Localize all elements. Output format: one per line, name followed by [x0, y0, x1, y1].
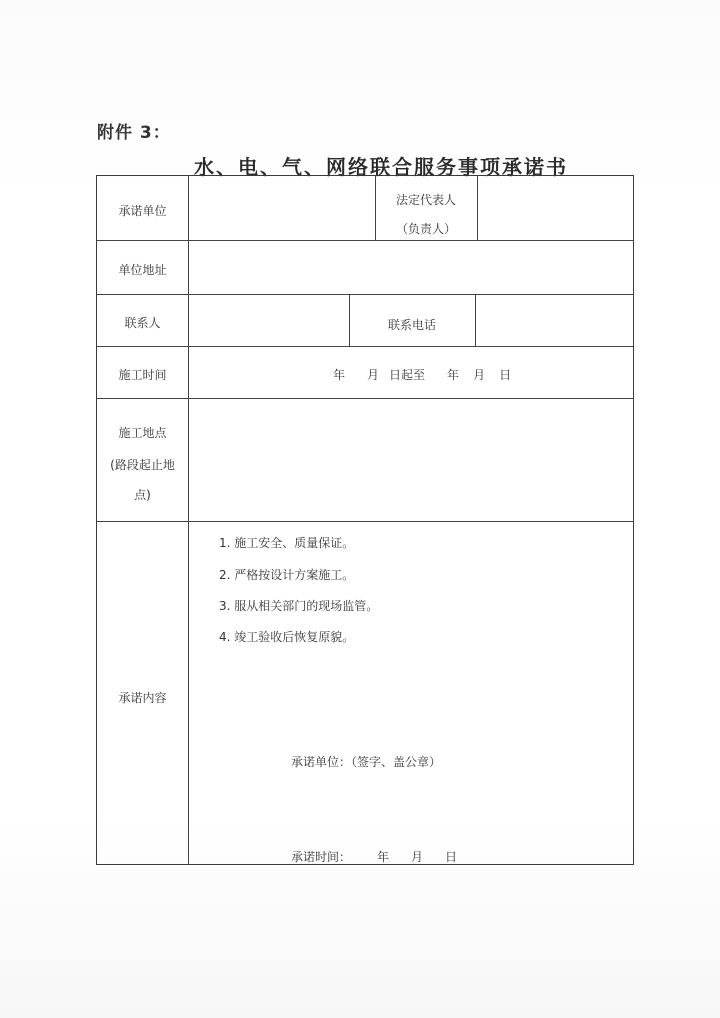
time-month-2: 月 — [473, 368, 486, 382]
legal-rep-sub-label: （负责人） — [395, 222, 456, 236]
attachment-label: 附件 3： — [97, 123, 171, 143]
row-divider — [97, 294, 633, 295]
time-year-1: 年 — [333, 368, 346, 382]
phone-label: 联系电话 — [387, 318, 436, 332]
commitment-form-table — [96, 175, 634, 865]
column-divider — [475, 294, 476, 346]
sign-time-label: 承诺时间： — [291, 850, 352, 864]
location-label-line2: (路段起止地 — [110, 458, 175, 472]
unit-label: 承诺单位 — [118, 204, 167, 218]
commitment-item: 1. 施工安全、质量保证。 — [219, 536, 355, 550]
time-from: 日起至 — [389, 368, 426, 382]
time-year-2: 年 — [447, 368, 460, 382]
sign-year: 年 — [377, 850, 390, 864]
address-label: 单位地址 — [118, 263, 167, 277]
construction-time-label: 施工时间 — [118, 368, 167, 382]
time-day-2: 日 — [499, 368, 512, 382]
commitment-label: 承诺内容 — [118, 691, 167, 705]
construction-time-field[interactable] — [333, 366, 511, 383]
row-divider — [97, 346, 633, 347]
phone-field[interactable] — [477, 296, 631, 344]
commitment-item: 2. 严格按设计方案施工。 — [219, 568, 355, 582]
location-field[interactable] — [190, 400, 630, 520]
row-divider — [97, 521, 633, 522]
location-label-line1: 施工地点 — [118, 426, 167, 440]
document-title: 水、电、气、网络联合服务事项承诺书 — [194, 155, 568, 179]
contact-label: 联系人 — [124, 316, 161, 330]
sign-time[interactable] — [291, 848, 457, 865]
label-column-divider — [188, 176, 189, 864]
commitment-item: 3. 服从相关部门的现场监管。 — [219, 599, 379, 613]
unit-field[interactable] — [190, 178, 375, 238]
commitment-item: 4. 竣工验收后恢复原貌。 — [219, 630, 355, 644]
column-divider — [477, 176, 478, 240]
contact-field[interactable] — [190, 296, 348, 344]
sign-line: 承诺单位：（签字、盖公章） — [291, 755, 442, 769]
time-month-1: 月 — [367, 368, 380, 382]
address-field[interactable] — [190, 242, 630, 292]
location-label-line3: 点) — [134, 488, 151, 502]
sign-month: 月 — [411, 850, 424, 864]
legal-rep-field[interactable] — [479, 178, 631, 238]
row-divider — [97, 398, 633, 399]
row-divider — [97, 240, 633, 241]
legal-rep-label: 法定代表人 — [395, 193, 456, 207]
sign-day: 日 — [445, 850, 458, 864]
